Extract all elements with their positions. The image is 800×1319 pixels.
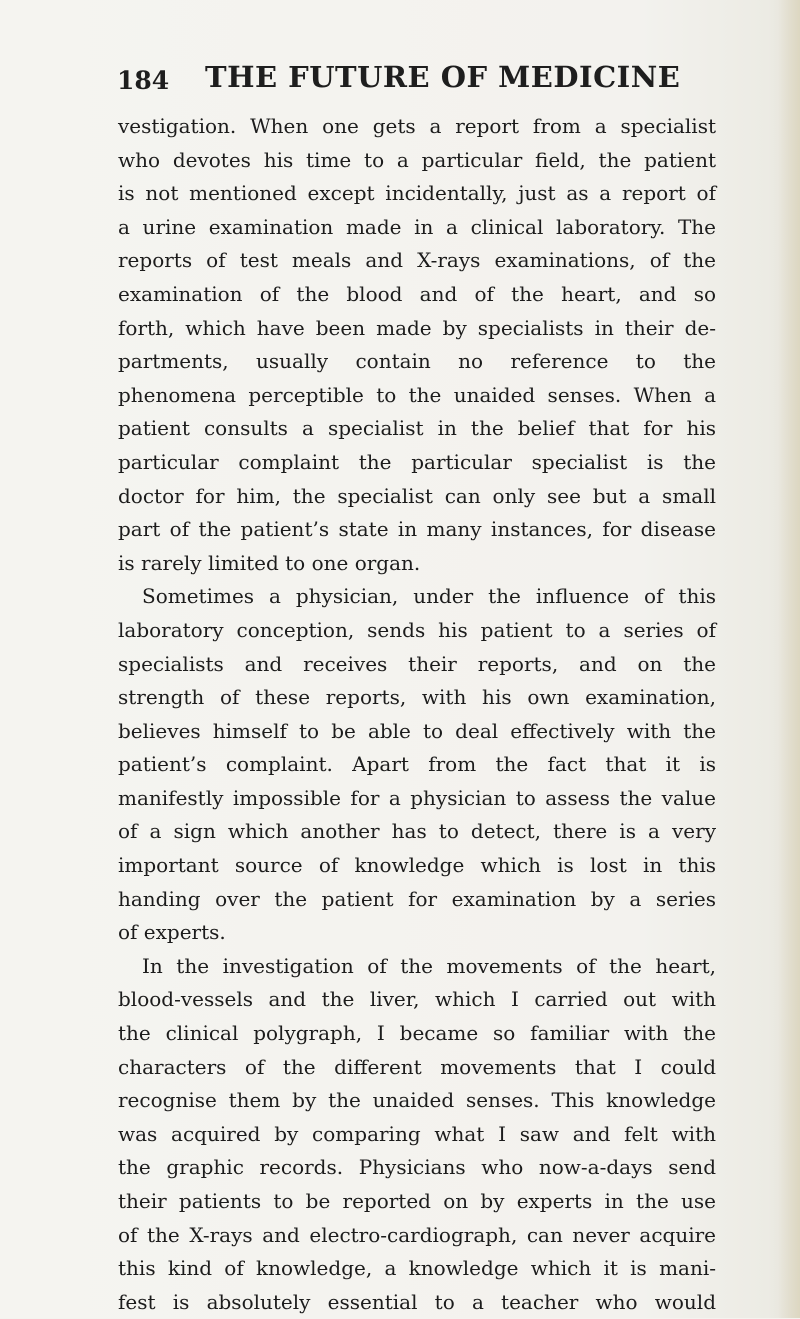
text-line: doctor for him, the specialist can only see but a small — [118, 483, 716, 508]
text-line: In the investigation of the movements of the heart, — [142, 953, 716, 978]
text-line: specialists and receives their reports, and on the — [118, 651, 716, 676]
text-line: partments, usually contain no reference to the — [118, 349, 716, 374]
page-edge-shadow — [778, 0, 800, 1318]
text-line: is rarely limited to one organ. — [118, 550, 421, 575]
body-text — [118, 110, 716, 1319]
text-line: forth, which have been made by specialists in their de- — [118, 315, 716, 340]
text-line: handing over the patient for examination by a series — [118, 886, 716, 911]
text-line: blood-vessels and the liver, which I carried out with — [118, 987, 716, 1012]
page-header — [117, 60, 717, 100]
text-line: of experts. — [118, 920, 226, 945]
text-line: characters of the different movements that I could — [118, 1054, 716, 1079]
text-line: manifestly impossible for a physician to assess the value — [118, 785, 716, 810]
text-line: the clinical polygraph, I became so familiar with the — [118, 1021, 716, 1046]
text-line: strength of these reports, with his own examination, — [118, 685, 716, 710]
paragraph — [118, 110, 716, 580]
text-line: reports of test meals and X-rays examinations, of the — [118, 248, 716, 273]
text-line: patient’s complaint. Apart from the fact that it is — [118, 752, 716, 777]
text-line: was acquired by comparing what I saw and felt with — [118, 1121, 716, 1146]
text-line: of the X-rays and electro-cardiograph, can never acquire — [118, 1222, 716, 1247]
text-line: Sometimes a physician, under the influence of this — [142, 584, 716, 609]
text-line: their patients to be reported on by experts in the use — [118, 1189, 716, 1213]
text-line: the graphic records. Physicians who now-a-days send — [118, 1155, 716, 1180]
text-line: a urine examination made in a clinical laboratory. The — [118, 214, 716, 239]
text-line: fest is absolutely essential to a teacher who would — [118, 1289, 716, 1314]
text-line: is not mentioned except incidentally, just as a report of — [118, 181, 716, 206]
text-line: examination of the blood and of the heart, and so — [118, 281, 716, 306]
text-line: of a sign which another has to detect, there is a very — [118, 819, 716, 844]
text-line: patient consults a specialist in the belief that for his — [118, 416, 716, 441]
text-line: vestigation. When one gets a report from a specialist — [118, 114, 716, 138]
text-line: laboratory conception, sends his patient to a series of — [118, 617, 716, 642]
text-line: important source of knowledge which is lost in this — [118, 853, 716, 878]
text-line: believes himself to be able to deal effectively with the — [118, 718, 716, 743]
text-line: this kind of knowledge, a knowledge which it is mani- — [118, 1256, 716, 1281]
text-line: phenomena perceptible to the unaided senses. When a — [118, 382, 716, 407]
text-line: who devotes his time to a particular field, the patient — [118, 147, 716, 172]
text-line: part of the patient’s state in many instances, for disease — [118, 517, 716, 542]
paragraph — [118, 580, 716, 950]
page-number: 184 — [117, 66, 170, 95]
paragraph — [118, 950, 716, 1319]
text-line: particular complaint the particular specialist is the — [118, 449, 716, 474]
running-head: THE FUTURE OF MEDICINE — [205, 60, 681, 94]
text-line: recognise them by the unaided senses. This knowledge — [118, 1088, 716, 1113]
